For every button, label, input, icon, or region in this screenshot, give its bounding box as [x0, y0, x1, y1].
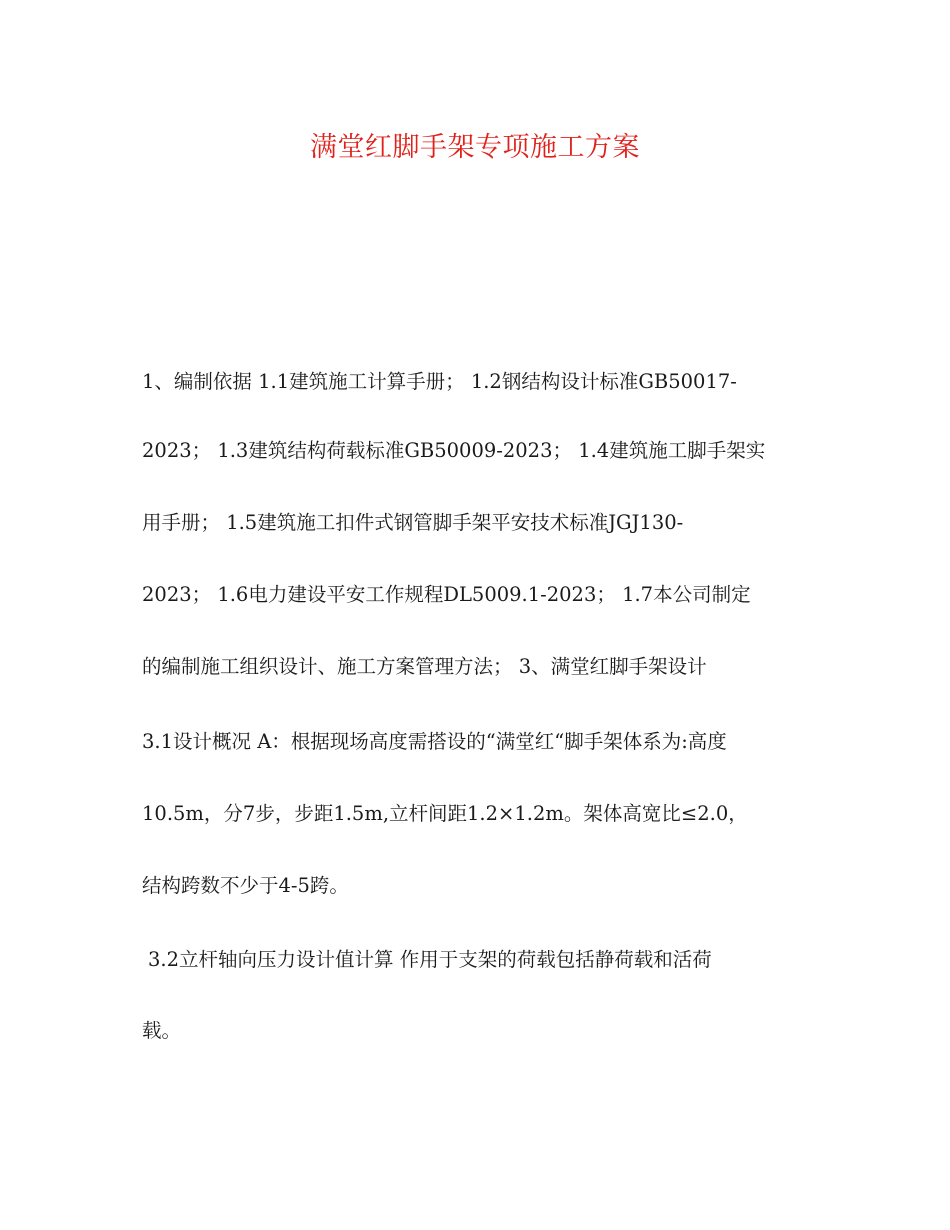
body-line: 2023； 1.3建筑结构荷载标准GB50009-2023； 1.4建筑施工脚手架实 — [142, 439, 766, 462]
body-line: 的编制施工组织设计、施工方案管理方法； 3、满堂红脚手架设计 — [142, 655, 707, 678]
body-line: 2023； 1.6电力建设平安工作规程DL5009.1-2023； 1.7本公司制定 — [142, 583, 751, 606]
body-line: 载。 — [142, 1019, 182, 1042]
body-line: 3.2立杆轴向压力设计值计算 作用于支架的荷载包括静荷载和活荷 — [148, 948, 712, 971]
body-line: 3.1设计概况 A：根据现场高度需搭设的“满堂红“脚手架体系为:高度 — [142, 730, 727, 753]
document-title: 满堂红脚手架专项施工方案 — [310, 132, 640, 163]
body-line: 结构跨数不少于4-5跨。 — [142, 874, 349, 897]
body-line: 用手册； 1.5建筑施工扣件式钢管脚手架平安技术标准JGJ130- — [142, 511, 684, 534]
body-line: 10.5m，分7步，步距1.5m,立杆间距1.2×1.2m。架体高宽比≤2.0， — [142, 802, 748, 825]
body-line: 1、编制依据 1.1建筑施工计算手册； 1.2钢结构设计标准GB50017- — [142, 370, 737, 393]
